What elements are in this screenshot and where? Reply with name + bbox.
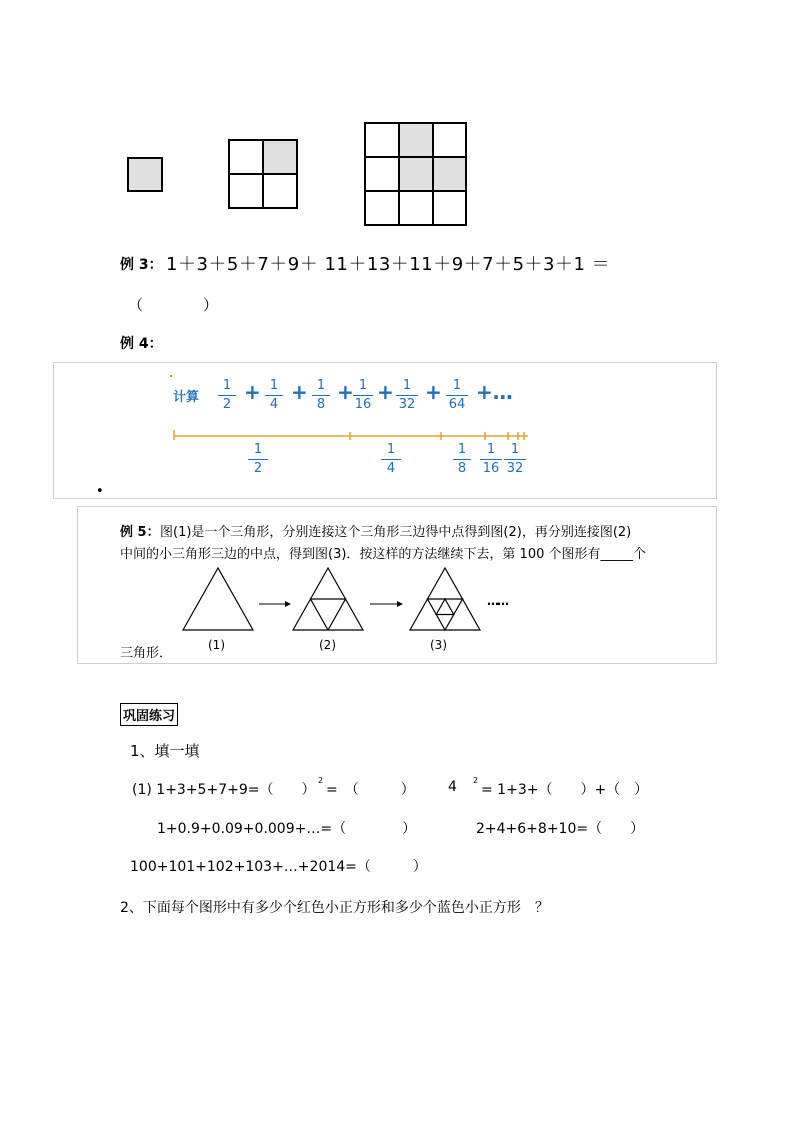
q1-line3: 100+101+102+103+…+2014=（ ） [130, 859, 427, 875]
segment-fraction: 1 4 [381, 442, 401, 477]
top-fraction: 1 16 [354, 378, 372, 412]
example5-line2: 中间的小三角形三边的中点，得到图(3)．按这样的方法继续下去，第 100 个图形有_____个 [120, 547, 646, 562]
example3-expression: 1＋3＋5＋7＋9＋ 11＋13＋11＋9＋7＋5＋3＋1 ＝ [166, 254, 611, 275]
segment-fraction: 1 16 [480, 442, 502, 477]
q1-line1-d: = 1+3+（ ）+（ ） [481, 782, 649, 798]
segment-fraction: 1 32 [504, 442, 526, 477]
q1-line1-superscript-2: 2 [473, 776, 479, 785]
triangle-figures [175, 565, 535, 660]
q1-line2-a: 1+0.9+0.09+0.009+…=（ ） [157, 821, 417, 837]
fig-label-1: (1) [208, 638, 225, 652]
continuation-dots: …… [487, 594, 507, 608]
example5-line1: 图(1)是一个三角形，分别连接这个三角形三边得中点得到图(2)，再分别连接图(2) [160, 525, 632, 540]
orange-mark [170, 375, 172, 377]
top-fraction: 1 8 [312, 378, 330, 413]
top-fraction: 1 64 [446, 378, 468, 413]
q1-line1-c: 4 [448, 779, 457, 795]
q1-line2-b: 2+4+6+8+10=（ ） [476, 821, 645, 837]
example3-label: 例 3： [120, 257, 163, 273]
top-fraction: 1 2 [218, 378, 236, 413]
triangle-fig-3 [410, 568, 480, 630]
plus-sign: + [291, 380, 308, 404]
example4-label: 例 4： [120, 336, 163, 352]
triangle-fig-2 [293, 568, 363, 630]
example5-line3: 三角形． [120, 646, 173, 661]
fig-label-3: (3) [430, 638, 447, 652]
triangle-fig-1 [183, 568, 253, 630]
q1-line1-superscript: 2 [318, 776, 324, 785]
q1-title: 1、填一填 [130, 742, 200, 760]
example5-label: 例 5： [120, 525, 160, 540]
square-figures [120, 118, 480, 230]
plus-sign: + [337, 380, 354, 404]
square-2x2 [229, 140, 297, 208]
square-3x3 [365, 123, 466, 225]
top-fraction: 1 32 [396, 378, 418, 413]
segment-fraction: 1 2 [248, 442, 268, 477]
plus-sign: + [425, 380, 442, 404]
practice-heading: 巩固练习 [120, 703, 178, 726]
q1-line1-a: (1) 1+3+5+7+9=（ ） [132, 782, 316, 798]
fig-label-2: (2) [319, 638, 336, 652]
bullet: • [96, 484, 104, 499]
top-fraction: 1 4 [265, 378, 283, 413]
plus-sign: + [377, 380, 394, 404]
example3-answer-blank: （ ） [128, 296, 219, 314]
segment-fraction: 1 8 [453, 442, 471, 477]
q2-title: 2、下面每个图形中有多少个红色小正方形和多少个蓝色小正方形 ？ [120, 900, 549, 916]
calc-word: 计算 [173, 390, 200, 405]
q1-line1-b: = （ ） [326, 782, 415, 798]
square-1x1 [128, 158, 162, 191]
ellipsis: +… [476, 380, 513, 404]
plus-sign: + [244, 380, 261, 404]
